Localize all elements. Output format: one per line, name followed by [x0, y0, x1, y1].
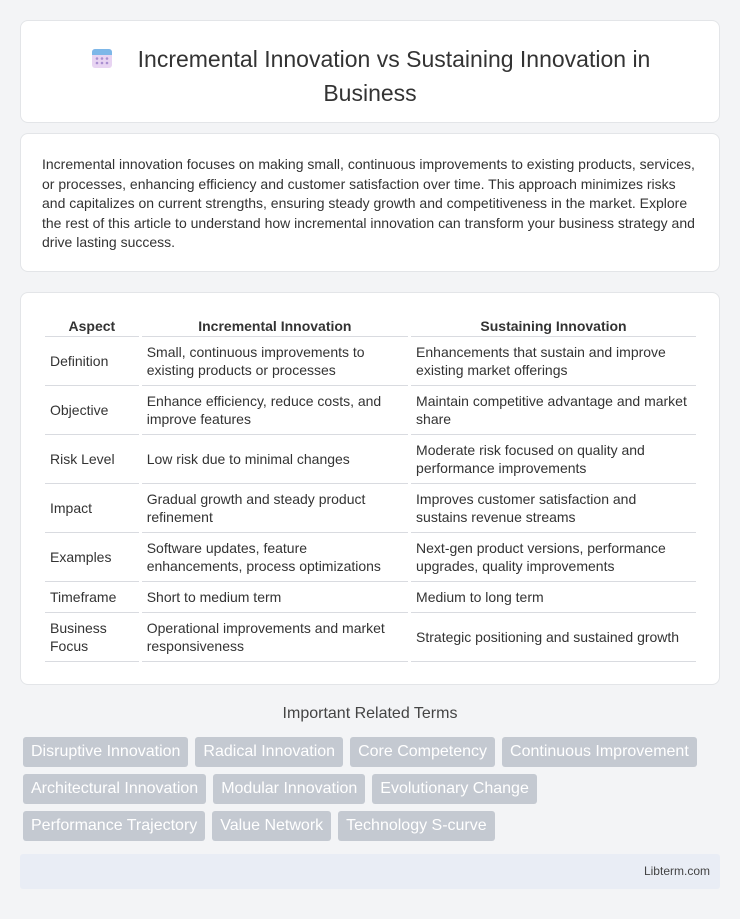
tag-continuous-improvement[interactable]: Continuous Improvement [502, 737, 697, 767]
comparison-table [42, 316, 699, 662]
title-line-1: Incremental Innovation vs Sustaining Innovation in [137, 46, 651, 72]
related-terms-title: Important Related Terms [282, 705, 458, 722]
page-title [21, 45, 719, 108]
row-aspect: Timeframe [45, 582, 139, 613]
footer-site-link[interactable]: Libterm.com [643, 864, 710, 878]
row-incremental: Small, continuous improvements to existing products or processes [142, 337, 408, 386]
row-incremental: Gradual growth and steady product refinement [142, 484, 408, 533]
tag-architectural-innovation[interactable]: Architectural Innovation [23, 774, 206, 804]
row-aspect: Risk Level [45, 435, 139, 484]
tag-performance-trajectory[interactable]: Performance Trajectory [23, 811, 205, 841]
comparison-card [20, 292, 720, 685]
table-row [45, 484, 696, 533]
row-incremental: Enhance efficiency, reduce costs, and improve features [142, 386, 408, 435]
table-row [45, 386, 696, 435]
tag-core-competency[interactable]: Core Competency [350, 737, 495, 767]
row-sustaining: Maintain competitive advantage and market share [411, 386, 696, 435]
table-row [45, 337, 696, 386]
row-aspect: Definition [45, 337, 139, 386]
row-incremental: Short to medium term [142, 582, 408, 613]
row-incremental: Software updates, feature enhancements, process optimizations [142, 533, 408, 582]
table-row [45, 533, 696, 582]
tag-value-network[interactable]: Value Network [212, 811, 331, 841]
row-sustaining: Medium to long term [411, 582, 696, 613]
row-aspect: Impact [45, 484, 139, 533]
row-incremental: Low risk due to minimal changes [142, 435, 408, 484]
tag-technology-s-curve[interactable]: Technology S-curve [338, 811, 495, 841]
title-line-2: Business [323, 79, 417, 106]
row-sustaining: Improves customer satisfaction and sustains revenue streams [411, 484, 696, 533]
table-header-row [45, 316, 696, 337]
footer [20, 854, 720, 889]
tag-evolutionary-change[interactable]: Evolutionary Change [372, 774, 537, 804]
row-aspect: Examples [45, 533, 139, 582]
row-sustaining: Next-gen product versions, performance upgrades, quality improvements [411, 533, 696, 582]
calendar-icon [90, 46, 114, 70]
tag-modular-innovation[interactable]: Modular Innovation [213, 774, 365, 804]
row-aspect: Objective [45, 386, 139, 435]
header-incremental: Incremental Innovation [142, 316, 408, 337]
tag-disruptive-innovation[interactable]: Disruptive Innovation [23, 737, 188, 767]
related-terms-list [23, 737, 713, 848]
table-row [45, 582, 696, 613]
header-card [20, 20, 720, 123]
row-sustaining: Strategic positioning and sustained growth [411, 613, 696, 662]
table-row [45, 613, 696, 662]
table-row [45, 435, 696, 484]
row-sustaining: Moderate risk focused on quality and performance improvements [411, 435, 696, 484]
header-sustaining: Sustaining Innovation [411, 316, 696, 337]
row-aspect: Business Focus [45, 613, 139, 662]
intro-paragraph: Incremental innovation focuses on making small, continuous improvements to existing products, services, or processes, enhancing efficiency and customer satisfaction over time. This approach minimizes risks and capitalizes on current strengths, ensuring steady growth and competitiveness in the market. Explore the rest of this article to understand how incremental innovation can transform your business strategy and drive lasting success. [42, 156, 695, 251]
row-sustaining: Enhancements that sustain and improve existing market offerings [411, 337, 696, 386]
tag-radical-innovation[interactable]: Radical Innovation [195, 737, 343, 767]
intro-card [20, 133, 720, 272]
row-incremental: Operational improvements and market responsiveness [142, 613, 408, 662]
header-aspect: Aspect [45, 316, 139, 337]
